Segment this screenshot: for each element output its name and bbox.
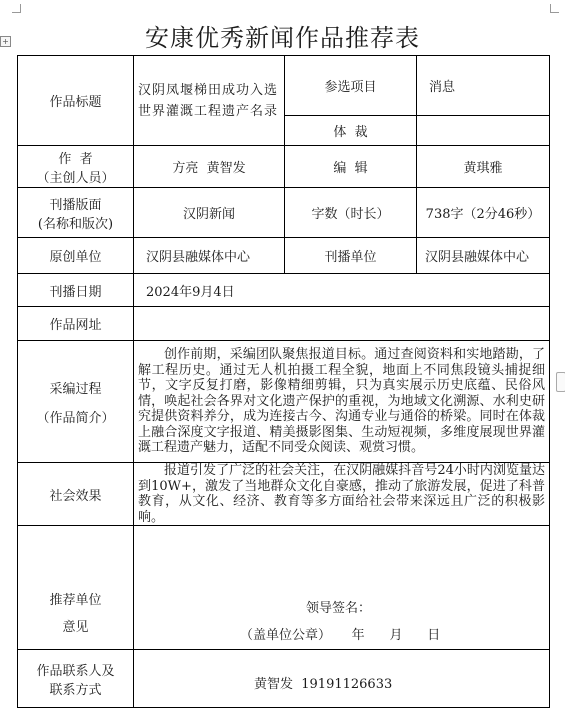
author-label-line2: （主创人员）	[36, 170, 115, 186]
table-row	[18, 650, 550, 708]
table-resize-handle[interactable]	[556, 372, 565, 392]
table-row	[18, 526, 550, 650]
edition-value[interactable]: 汉阴新闻	[134, 188, 285, 238]
document-title: 安康优秀新闻作品推荐表	[145, 24, 420, 52]
process-label-line1: 采编过程	[49, 381, 102, 397]
contact-label-line1: 作品联系人及	[36, 663, 115, 679]
table-row	[18, 341, 550, 463]
publish-date-value[interactable]: 2024年9月4日	[134, 274, 550, 307]
contact-label-line2: 联系方式	[49, 682, 102, 698]
table-row	[18, 463, 550, 526]
process-label-line2: （作品简介）	[36, 410, 115, 426]
word-count-value[interactable]: 738字（2分46秒）	[417, 188, 550, 238]
category-value[interactable]: 消息	[417, 56, 550, 116]
recommend-label-line1: 推荐单位	[49, 593, 102, 608]
signature-line: 领导签名：	[306, 601, 372, 616]
recommend-value[interactable]	[134, 526, 550, 650]
contact-label	[18, 650, 134, 708]
word-count-label: 字数（时长）	[285, 188, 417, 238]
author-value[interactable]: 方亮 黄智发	[134, 146, 285, 188]
edition-label-line2: (名称和版次)	[37, 216, 114, 232]
editor-value[interactable]: 黄琪雅	[417, 146, 550, 188]
publish-unit-label: 刊播单位	[285, 238, 417, 274]
origin-unit-value[interactable]: 汉阴县融媒体中心	[134, 238, 285, 274]
editor-label: 编 辑	[285, 146, 417, 188]
recommend-label	[18, 526, 134, 650]
table-row	[18, 274, 550, 307]
url-value[interactable]	[134, 307, 550, 341]
table-row	[18, 146, 550, 188]
edition-label	[18, 188, 134, 238]
author-label	[18, 146, 134, 188]
table-row	[18, 238, 550, 274]
recommendation-form-table	[17, 55, 550, 708]
author-label-line1: 作 者	[58, 151, 93, 167]
origin-unit-label: 原创单位	[18, 238, 134, 274]
publish-unit-value[interactable]: 汉阴县融媒体中心	[417, 238, 550, 274]
page-corner-mark	[550, 4, 559, 13]
table-row	[18, 307, 550, 341]
publish-date-label: 刊播日期	[18, 274, 134, 307]
table-row	[18, 188, 550, 238]
process-label	[18, 341, 134, 463]
category-label: 参选项目	[285, 56, 417, 116]
contact-value[interactable]: 黄智发 19191126633	[134, 650, 550, 708]
effect-value[interactable]: 报道引发了广泛的社会关注，在汉阴融媒抖音号24小时内浏览量达到10W+，激发了当地群众文化自豪感，推动了旅游发展，促进了科普教育，从文化、经济、教育等多方面给社会带来深远且广泛的积极影响。	[134, 463, 550, 526]
recommend-label-line2: 意见	[62, 620, 89, 635]
genre-label: 体 裁	[285, 116, 417, 146]
table-row	[18, 56, 550, 116]
edition-label-line1: 刊播版面	[49, 197, 102, 213]
genre-value[interactable]	[417, 116, 550, 146]
effect-label: 社会效果	[18, 463, 134, 526]
work-title-label: 作品标题	[18, 56, 134, 146]
stamp-date-line: （盖单位公章） 年 月 日	[240, 628, 441, 643]
work-title-value[interactable]: 汉阴凤堰梯田成功入选世界灌溉工程遗产名录	[134, 56, 285, 146]
table-move-handle[interactable]: +	[0, 36, 11, 47]
page-corner-mark	[12, 4, 21, 13]
url-label: 作品网址	[18, 307, 134, 341]
process-value[interactable]: 创作前期，采编团队聚焦报道目标。通过查阅资料和实地踏勘，了解工程历史。通过无人机拍摄工程全貌，地面上不同焦段镜头捕捉细节，文字反复打磨，影像精细剪辑，只为真实展示历史底蕴、民俗风情，唤起社会各界对文化遗产保护的重视，为地域文化溯源、水利史研究提供资料养分，成为连接古今、沟通专业与通俗的桥梁。同时在体裁上融合深度文字报道、精美摄影图集、生动短视频，多维度展现世界灌溉工程遗产魅力，适配不同受众阅读、观赏习惯。	[134, 341, 550, 463]
